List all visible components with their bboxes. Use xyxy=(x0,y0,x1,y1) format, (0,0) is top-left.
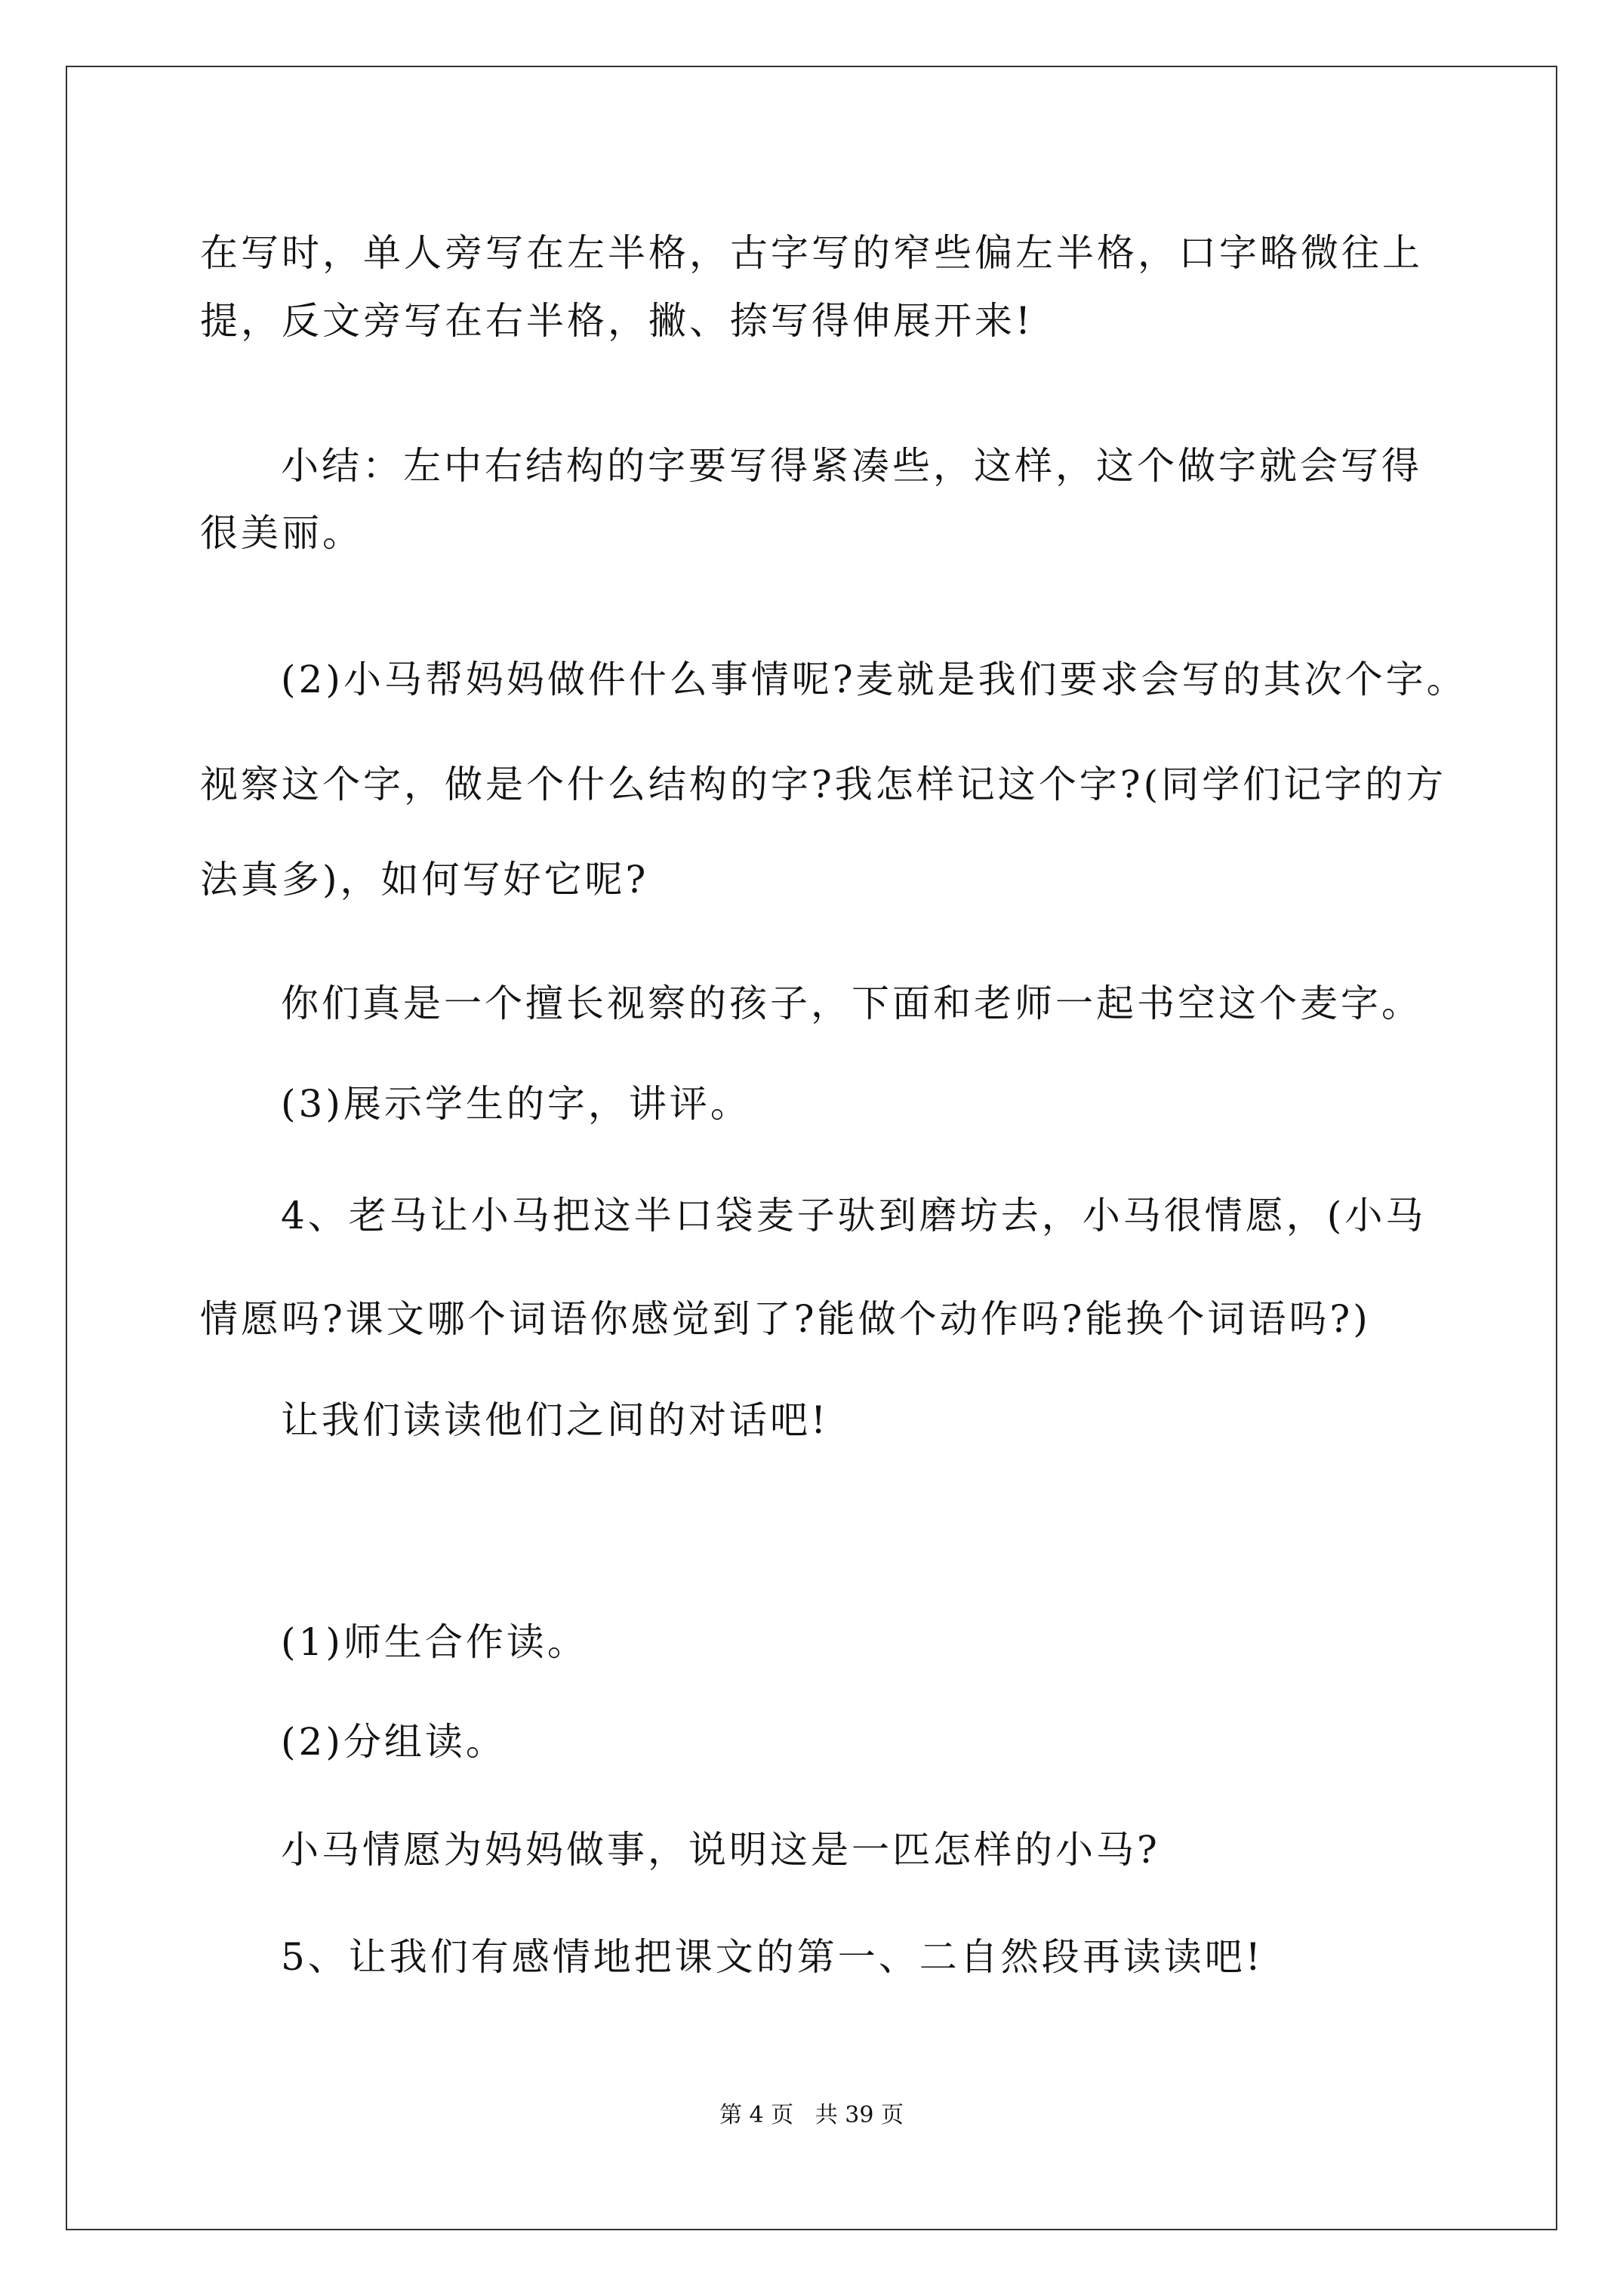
paragraph-line-1: 在写时，单人旁写在左半格，古字写的窄些偏左半格，口字略微往上 xyxy=(200,231,1423,275)
paragraph-line-8: 你们真是一个擅长视察的孩子，下面和老师一起书空这个麦字。 xyxy=(281,982,1422,1025)
paragraph-line-15: 小马情愿为妈妈做事，说明这是一匹怎样的小马? xyxy=(281,1828,1160,1872)
page-number-footer: 第 4 页 共 39 页 xyxy=(719,2102,904,2128)
paragraph-line-3: 小结：左中右结构的字要写得紧凑些，这样，这个做字就会写得 xyxy=(281,444,1422,488)
paragraph-line-7: 法真多)，如何写好它呢? xyxy=(200,858,649,901)
page-border xyxy=(66,66,1557,2230)
paragraph-line-9: (3)展示学生的字，讲评。 xyxy=(281,1082,751,1126)
paragraph-line-12: 让我们读读他们之间的对话吧! xyxy=(281,1398,830,1442)
paragraph-line-6: 视察这个字，做是个什么结构的字?我怎样记这个字?(同学们记字的方 xyxy=(200,763,1447,806)
paragraph-line-4: 很美丽。 xyxy=(200,511,363,555)
paragraph-line-11: 情愿吗?课文哪个词语你感觉到了?能做个动作吗?能换个词语吗?) xyxy=(200,1297,1371,1341)
paragraph-line-5: (2)小马帮妈妈做件什么事情呢?麦就是我们要求会写的其次个字。 xyxy=(281,658,1467,701)
paragraph-line-10: 4、老马让小马把这半口袋麦子驮到磨坊去，小马很情愿，(小马 xyxy=(281,1194,1427,1237)
paragraph-line-16: 5、让我们有感情地把课文的第一、二自然段再读读吧! xyxy=(281,1935,1264,1979)
paragraph-line-14: (2)分组读。 xyxy=(281,1720,507,1764)
paragraph-line-2: 提，反文旁写在右半格，撇、捺写得伸展开来! xyxy=(200,299,1034,343)
paragraph-line-13: (1)师生合作读。 xyxy=(281,1620,588,1664)
